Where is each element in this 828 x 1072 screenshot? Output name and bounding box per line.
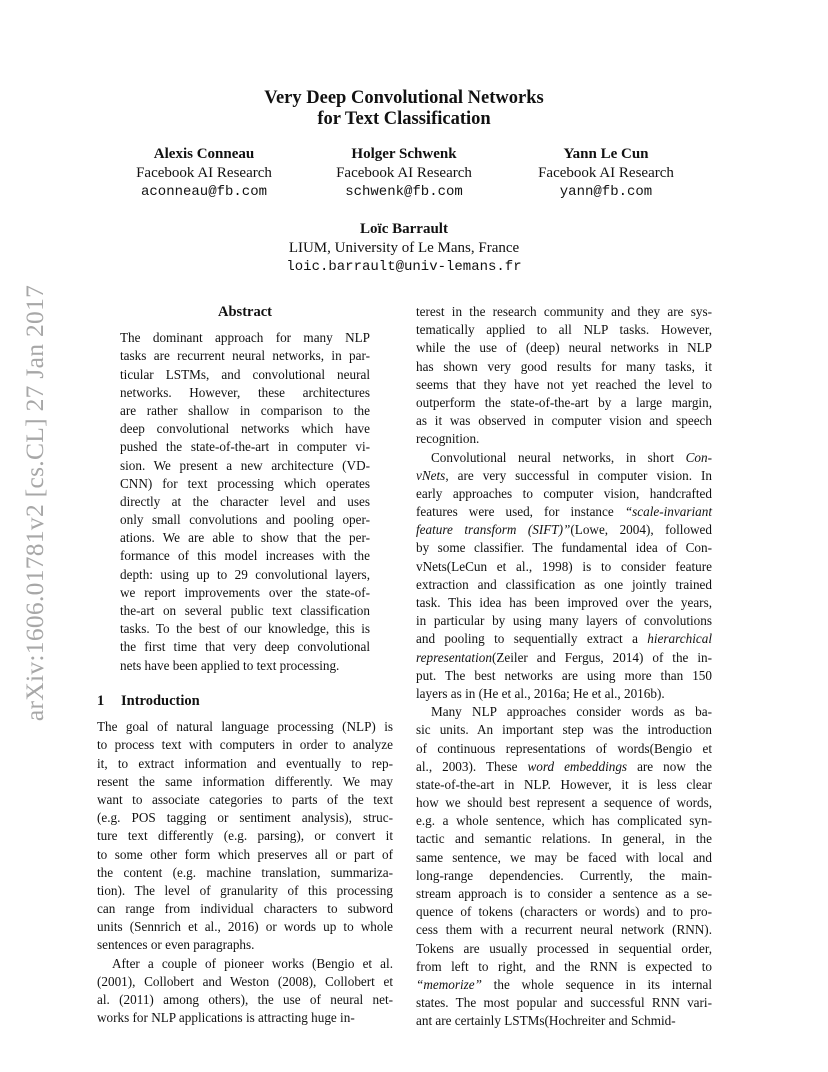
right-column — [416, 303, 712, 1031]
right-paragraph-2 — [416, 449, 712, 704]
text-line: tematically applied to all NLP tasks. However, — [416, 322, 712, 338]
text-line: formance of this model increases with the — [120, 548, 370, 564]
text-line: task. This idea has been improved over the years, — [416, 595, 712, 610]
author-affiliation: Facebook AI Research — [136, 165, 272, 181]
author-email: yann@fb.com — [559, 184, 653, 200]
emphasis-text: “scale-invariant — [624, 504, 712, 520]
text-line: are rather shallow in comparison to the — [120, 402, 370, 418]
text-line: Tokens are usually processed in sequential order, — [416, 940, 712, 956]
arxiv-identifier-text: arXiv:1606.01781v2 [cs.CL] 27 Jan 2017 — [20, 284, 50, 721]
text-line: representation(Zeiler and Fergus, 2014) of the in- — [416, 649, 712, 665]
author-email: loic.barrault@univ-lemans.fr — [286, 259, 522, 275]
text-line: can range from individual characters to subword — [97, 901, 393, 917]
text-line: the-art on several public text classification — [120, 603, 370, 619]
text-line: as it was observed in computer vision and speech — [416, 413, 712, 429]
section-heading — [97, 692, 393, 710]
text-line: The dominant approach for many NLP — [120, 330, 370, 346]
text-line: state-of-the-art in NLP. However, it is less clear — [416, 776, 712, 792]
text-line: features were used, for instance “scale-invariant — [416, 504, 712, 520]
author-email: schwenk@fb.com — [345, 184, 463, 200]
text-line: extraction and classification as one jointly trained — [416, 576, 712, 592]
text-line: same sentence, we may be faced with local and — [416, 849, 712, 865]
text-line: seems that they have not yet reached the level to — [416, 376, 712, 392]
right-paragraph-1 — [416, 303, 712, 449]
text-line: to process text with computers in order to analyze — [97, 737, 393, 753]
emphasis-text: Con- — [685, 449, 712, 465]
text-line: in particular by using many layers of convolutions — [416, 613, 712, 629]
text-line: of continuous representations of words(Bengio et — [416, 740, 712, 756]
text-line: resent the same information differently. We may — [97, 773, 393, 789]
text-line: tasks. To the best of our knowledge, this is — [120, 621, 370, 637]
paper-title-line-2: for Text Classification — [317, 109, 491, 129]
text-line: networks. However, these architectures — [120, 384, 370, 400]
emphasis-text: representation — [416, 649, 492, 665]
text-line: tion). The level of granularity of this processing — [97, 882, 393, 898]
paper-title-line-1: Very Deep Convolutional Networks — [264, 88, 544, 108]
text-line: feature transform (SIFT)”(Lowe, 2004), followed — [416, 522, 713, 538]
text-line: has shown very good results for many tasks, it — [416, 358, 712, 374]
text-line: directly at the character level and uses — [120, 493, 370, 509]
text-line: After a couple of pioneer works (Bengio et al. — [112, 955, 393, 971]
text-line: tactic and semantic relations. In general, in the — [416, 831, 712, 847]
text-line: sentences or even paragraphs. — [97, 937, 255, 953]
author-name: Yann Le Cun — [563, 146, 649, 162]
emphasis-text: vNets — [416, 467, 446, 483]
text-line: sic units. An important step was the introduction — [416, 722, 712, 738]
text-line: states. The most popular and successful RNN vari- — [416, 995, 712, 1011]
text-line: ticular LSTMs, and convolutional neural — [120, 366, 370, 382]
author-email: aconneau@fb.com — [140, 184, 268, 200]
introduction-section — [97, 692, 393, 1027]
text-line: the first time that very deep convolutional — [120, 639, 370, 655]
right-paragraph-3 — [416, 703, 712, 1030]
author-block-barrault — [234, 220, 574, 277]
text-line: pushed the state-of-the-art in computer vi- — [120, 439, 370, 455]
text-line: Many NLP approaches consider words as ba- — [431, 704, 712, 720]
text-line: recognition. — [416, 431, 480, 447]
text-line: deep convolutional networks which have — [120, 421, 370, 437]
text-line: The goal of natural language processing (NLP) is — [97, 719, 393, 735]
abstract-section — [120, 303, 370, 675]
author-affiliation: Facebook AI Research — [336, 165, 472, 181]
text-line: outperform the state-of-the-art by a large margin, — [416, 394, 712, 410]
author-affiliation: Facebook AI Research — [538, 165, 674, 181]
arxiv-identifier — [20, 265, 50, 740]
author-block-lecun — [486, 145, 726, 202]
paper-title — [0, 88, 808, 130]
text-line: long-range dependencies. Currently, the main- — [416, 867, 712, 883]
text-line: to some other form which preserves all or part of — [97, 846, 393, 862]
text-line: vNets, are very successful in computer vision. In — [416, 467, 712, 483]
emphasis-text: feature transform (SIFT)” — [416, 522, 571, 538]
text-line: cess them with a recurrent neural network (RNN). — [416, 922, 712, 938]
text-line: stream approach is to consider a sentence as a se- — [416, 886, 712, 901]
text-line: ant are certainly LSTMs(Hochreiter and Schmid- — [416, 1013, 676, 1029]
text-line: (2001), Collobert and Weston (2008), Collobert et — [97, 973, 393, 989]
text-line: al. (2011) among others), the use of neural net- — [97, 992, 393, 1008]
section-title: Introduction — [121, 693, 200, 709]
text-line: tasks are recurrent neural networks, in par- — [120, 348, 370, 364]
author-name: Loïc Barrault — [360, 221, 448, 237]
text-line: ations. We are able to show that the per- — [120, 530, 370, 546]
text-line: it, to extract information and eventually to rep- — [97, 755, 393, 771]
text-line: by some classifier. The fundamental idea of Con- — [416, 540, 712, 556]
section-number: 1 — [97, 693, 105, 709]
text-line: depth: using up to 29 convolutional layers, — [120, 566, 370, 582]
text-line: from left to right, and the RNN is expected to — [416, 958, 712, 974]
emphasis-text: “memorize” — [416, 976, 482, 992]
text-line: sion. We present a new architecture (VD- — [120, 457, 370, 473]
text-line: terest in the research community and they are sys- — [416, 304, 712, 319]
text-line: early approaches to computer vision, handcrafted — [416, 485, 712, 501]
text-line: only small convolutions and pooling oper- — [120, 512, 370, 528]
text-line: how we should best represent a sequence of words, — [416, 795, 712, 811]
text-line: vNets(LeCun et al., 1998) is to consider feature — [416, 558, 712, 574]
intro-paragraph-2 — [97, 955, 393, 1028]
author-affiliation: LIUM, University of Le Mans, France — [288, 240, 520, 256]
author-name: Alexis Conneau — [153, 146, 255, 162]
text-line: nets have been applied to text processing. — [120, 657, 340, 673]
abstract-body — [120, 329, 370, 675]
text-line: Convolutional neural networks, in short Con- — [431, 449, 712, 465]
text-line: and pooling to sequentially extract a hierarchical — [416, 631, 712, 647]
text-line: put. The best networks are using more than 150 — [416, 667, 712, 683]
text-line: we report improvements over the state-of- — [120, 584, 370, 600]
text-line: quence of tokens (characters or words) and to pro- — [416, 904, 712, 920]
intro-paragraph-1 — [97, 718, 393, 954]
text-line: ture text differently (e.g. parsing), or convert it — [97, 828, 393, 844]
emphasis-text: hierarchical — [647, 631, 712, 647]
abstract-heading: Abstract — [218, 304, 272, 320]
author-name: Holger Schwenk — [351, 146, 457, 162]
text-line: “memorize” the whole sequence in its internal — [416, 976, 712, 992]
text-line: (e.g. POS tagging or sentiment analysis), struc- — [97, 810, 393, 826]
text-line: the content (e.g. machine translation, summariza- — [97, 864, 393, 880]
text-line: units (Sennrich et al., 2016) or words up to whole — [97, 919, 393, 935]
text-line: layers as in (He et al., 2016a; He et al., 2016b). — [416, 685, 665, 701]
emphasis-text: word embeddings — [527, 758, 628, 774]
text-line: e.g. a whole sentence, which has complicated syn- — [416, 813, 712, 829]
text-line: want to associate categories to parts of the text — [97, 791, 393, 807]
text-line: CNN) for text processing which operates — [120, 475, 370, 491]
text-line: al., 2003). These word embeddings are now the — [416, 758, 712, 774]
text-line: works for NLP applications is attracting huge in- — [97, 1010, 355, 1026]
text-line: while the use of (deep) neural networks in NLP — [416, 340, 712, 356]
